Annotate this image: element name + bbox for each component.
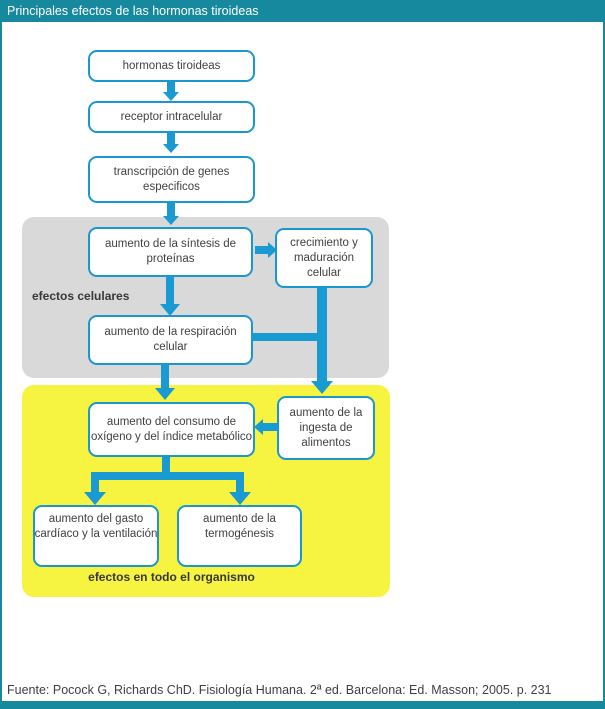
node-text: aumento del consumo de — [106, 415, 237, 428]
node-text: proteínas — [146, 253, 195, 265]
node-termogenesis — [177, 505, 302, 567]
node-respiracion-celular — [88, 315, 253, 365]
node-text: cardíaco y la ventilación — [34, 528, 158, 540]
arrow-left-shaft — [263, 423, 277, 431]
arrow-down-1-icon — [163, 92, 179, 101]
arrow-down-5-icon — [311, 381, 333, 394]
connector-horizontal-shaft — [253, 333, 327, 341]
node-text: especificos — [143, 180, 200, 193]
node-text: transcripción de genes — [113, 165, 230, 178]
node-text: aumento de la — [203, 513, 276, 525]
node-text: oxígeno y del índice metabólico — [90, 430, 253, 443]
node-text: termogénesis — [204, 528, 275, 540]
arrow-down-3-shaft — [167, 203, 175, 216]
node-text: aumento de la síntesis de — [104, 238, 237, 250]
node-ingesta-alimentos — [277, 396, 375, 460]
node-text: crecimiento y — [290, 236, 358, 249]
node-text: alimentos — [301, 436, 351, 449]
node-crecimiento-maduracion — [275, 228, 373, 288]
node-sintesis-proteinas — [88, 227, 253, 277]
node-consumo-oxigeno — [88, 402, 255, 457]
node-text: aumento de la respiración — [104, 326, 237, 338]
node-text: ingesta de — [299, 421, 353, 434]
node-text: aumento del gasto — [48, 513, 144, 525]
arrow-down-7-icon — [84, 492, 106, 505]
arrow-down-6-icon — [155, 388, 175, 400]
node-transcripcion-genes — [88, 156, 255, 203]
node-text: maduración — [293, 251, 355, 264]
arrow-down-4-shaft — [166, 277, 174, 304]
arrow-right-shaft — [255, 246, 268, 254]
arrow-down-2-shaft — [167, 133, 175, 144]
node-hormonas-tiroideas — [88, 50, 255, 82]
node-text: receptor intracelular — [120, 110, 223, 123]
arrow-down-6-shaft — [161, 365, 169, 388]
arrow-down-8-icon — [229, 492, 251, 505]
label-efectos-celulares: efectos celulares — [32, 289, 130, 303]
node-gasto-cardiaco — [33, 505, 159, 567]
page-title: Principales efectos de las hormonas tiroideas — [7, 4, 259, 18]
source-citation: Fuente: Pocock G, Richards ChD. Fisiología Humana. 2ª ed. Barcelona: Ed. Masson; 2005. p. 231 — [7, 683, 552, 697]
title-bar — [0, 0, 605, 22]
node-text: celular — [153, 341, 188, 353]
arrow-left-icon — [254, 419, 263, 435]
splitter-bar-shaft — [91, 472, 244, 480]
node-text: celular — [307, 266, 341, 279]
node-text: aumento de la — [289, 406, 363, 419]
arrow-down-3-icon — [163, 216, 179, 225]
node-receptor-intracelular — [88, 101, 255, 133]
arrow-down-2-icon — [163, 144, 179, 153]
node-text: hormonas tiroideas — [122, 59, 221, 72]
label-efectos-organismo: efectos en todo el organismo — [88, 570, 255, 584]
